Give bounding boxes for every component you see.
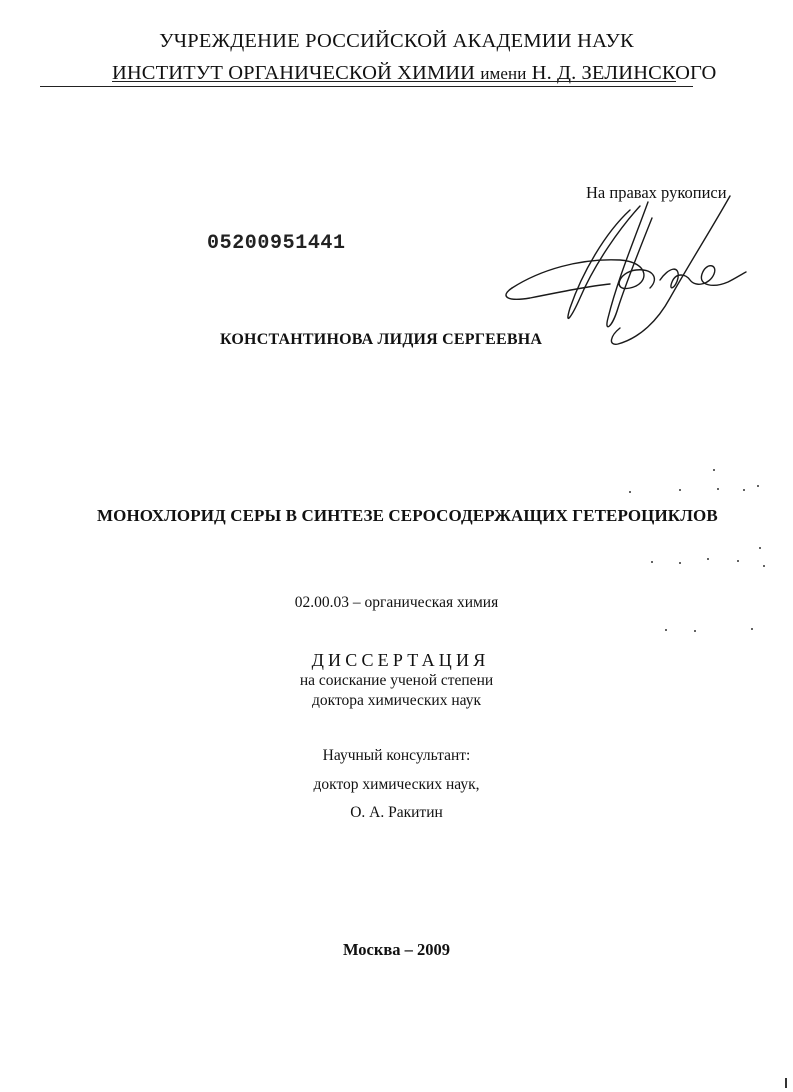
document-type: ДИССЕРТАЦИЯ bbox=[311, 650, 490, 670]
degree-line-1: на соискание ученой степени bbox=[299, 672, 494, 689]
specialty: 02.00.03 – органическая химия bbox=[294, 594, 499, 611]
institution-named-after: имени bbox=[480, 64, 527, 83]
author-name: КОНСТАНТИНОВА ЛИДИЯ СЕРГЕЕВНА bbox=[220, 331, 543, 348]
advisor-label: Научный консультант: bbox=[322, 747, 471, 764]
registry-number: 05200951441 bbox=[207, 232, 346, 255]
institution-name: ИНСТИТУТ ОРГАНИЧЕСКОЙ ХИМИИ bbox=[112, 62, 476, 84]
place-and-year: Москва – 2009 bbox=[342, 940, 451, 959]
rights-note: На правах рукописи bbox=[586, 183, 727, 202]
advisor-name: О. А. Ракитин bbox=[350, 804, 443, 821]
advisor-degree: доктор химических наук, bbox=[313, 776, 480, 793]
institution-namesake: Н. Д. ЗЕЛИНСКОГО bbox=[531, 62, 717, 84]
institution-line-1: УЧРЕЖДЕНИЕ РОССИЙСКОЙ АКАДЕМИИ НАУК bbox=[159, 30, 634, 52]
degree-line-2: доктора химических наук bbox=[312, 692, 481, 709]
thesis-title: МОНОХЛОРИД СЕРЫ В СИНТЕЗЕ СЕРОСОДЕРЖАЩИХ ГЕТЕРОЦИКЛОВ bbox=[97, 506, 718, 525]
